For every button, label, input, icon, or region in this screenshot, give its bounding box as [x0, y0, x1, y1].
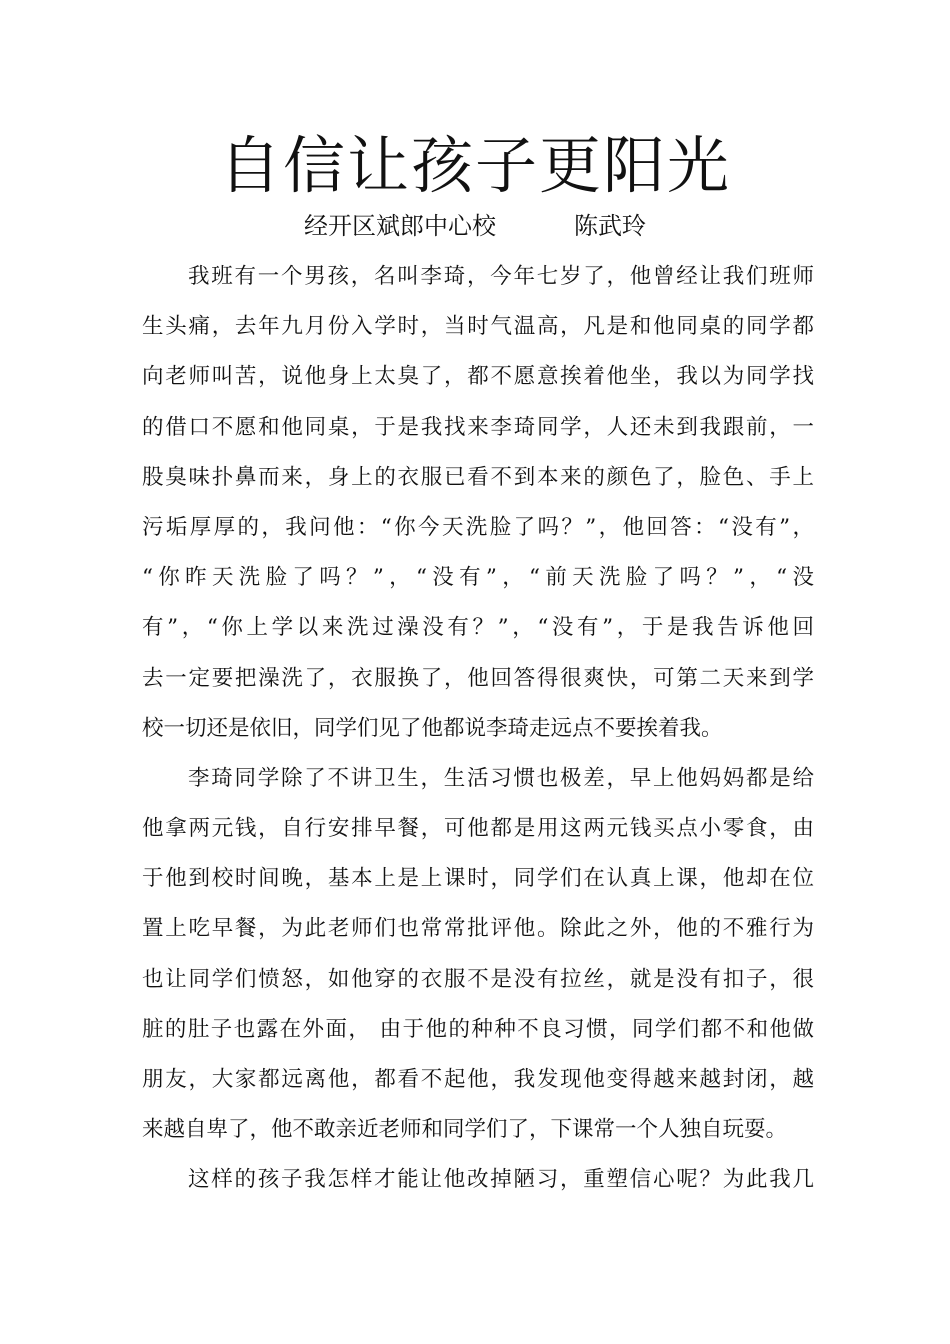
- text-line: 也让同学们愤怒，如他穿的衣服不是没有拉丝，就是没有扣子，很: [142, 966, 814, 992]
- text-line: 来越自卑了，他不敢亲近老师和同学们了，下课常一个人独自玩耍。: [142, 1117, 788, 1143]
- text-line: 的借口不愿和他同桌，于是我找来李琦同学，人还未到我跟前，一: [142, 414, 814, 440]
- author-name: 陈武玲: [574, 212, 646, 240]
- text-line: 于他到校时间晚，基本上是上课时，同学们在认真上课，他却在位: [142, 866, 814, 892]
- paragraph: [142, 1155, 814, 1205]
- text-line: 朋友，大家都远离他，都看不起他，我发现他变得越来越封闭，越: [142, 1067, 814, 1092]
- text-line: 这样的孩子我怎样才能让他改掉陋习，重塑信心呢？为此我几: [188, 1167, 814, 1193]
- text-line: “你昨天洗脸了吗？”，“没有”，“前天洗脸了吗？”，“没: [142, 565, 814, 591]
- text-line: 李琦同学除了不讲卫生，生活习惯也极差，早上他妈妈都是给: [188, 765, 814, 791]
- text-line: 股臭味扑鼻而来，身上的衣服已看不到本来的颜色了，脸色、手上: [142, 464, 814, 490]
- text-line: 脏的肚子也露在外面， 由于他的种种不良习惯，同学们都不和他做: [142, 1016, 814, 1042]
- school-name: 经开区斌郎中心校: [304, 212, 496, 240]
- document-title: 自信让孩子更阳光: [218, 129, 731, 202]
- text-line: 置上吃早餐，为此老师们也常常批评他。除此之外，他的不雅行为: [142, 916, 814, 942]
- document-body: [142, 252, 814, 1206]
- text-line: 我班有一个男孩，名叫李琦，今年七岁了，他曾经让我们班师: [188, 264, 814, 289]
- paragraph: [142, 754, 814, 1156]
- text-line: 有”，“你上学以来洗过澡没有？”，“没有”，于是我告诉他回: [142, 615, 814, 641]
- byline: [0, 208, 950, 244]
- text-line: 污垢厚厚的，我问他：“你今天洗脸了吗？”，他回答：“没有”，: [142, 514, 814, 540]
- text-line: 去一定要把澡洗了，衣服换了，他回答得很爽快，可第二天来到学: [142, 665, 814, 691]
- text-line: 向老师叫苦，说他身上太臭了，都不愿意挨着他坐，我以为同学找: [142, 364, 814, 390]
- paragraph: [142, 252, 814, 754]
- text-line: 校一切还是依旧，同学们见了他都说李琦走远点不要挨着我。: [142, 715, 723, 741]
- text-line: 生头痛，去年九月份入学时，当时气温高，凡是和他同桌的同学都: [142, 314, 814, 340]
- text-line: 他拿两元钱，自行安排早餐，可他都是用这两元钱买点小零食，由: [142, 816, 814, 842]
